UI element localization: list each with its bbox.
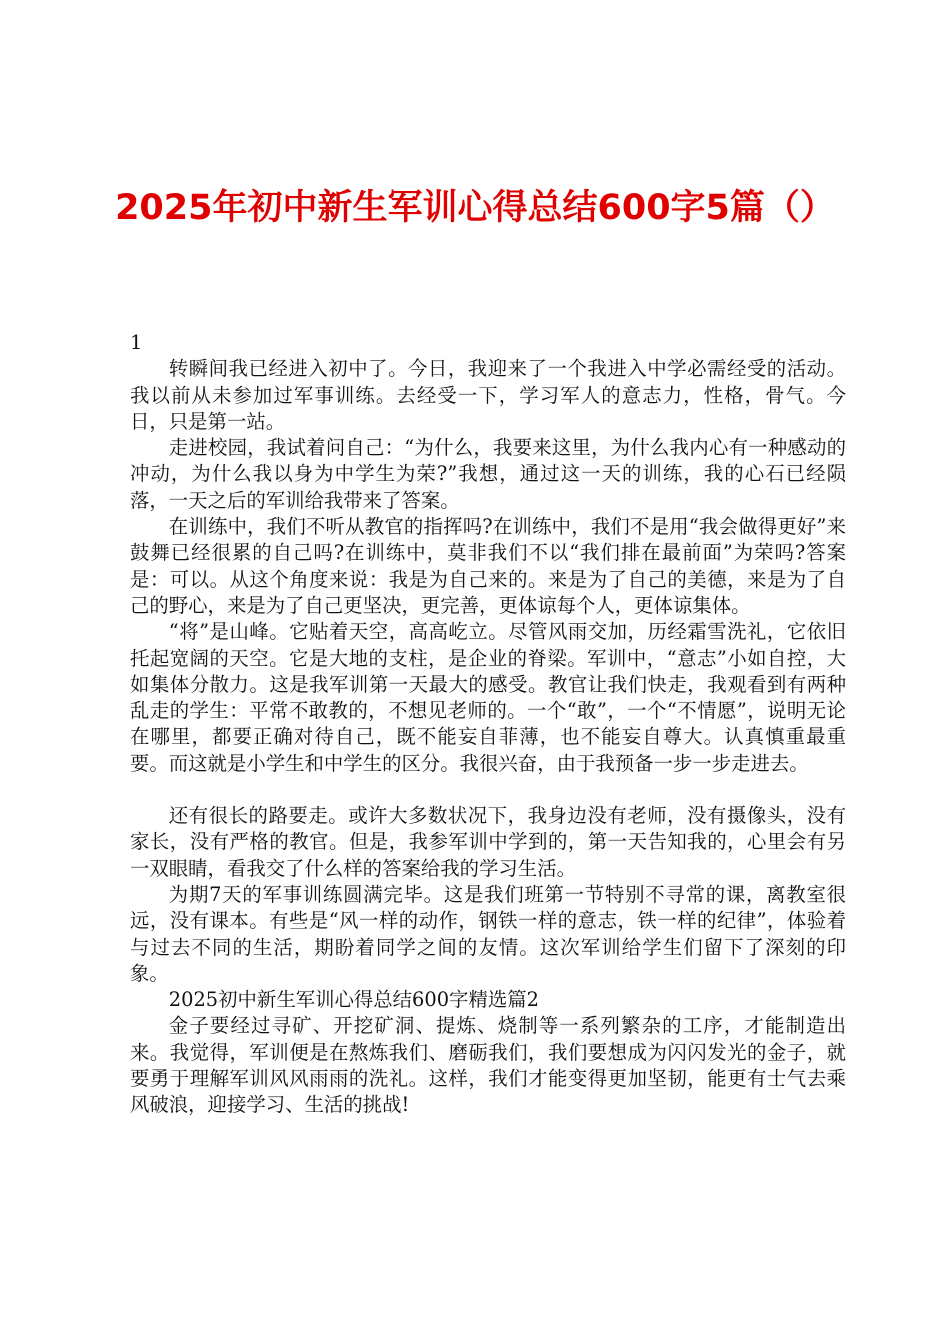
section-number: 1	[130, 331, 143, 354]
paragraph: 在训练中，我们不听从教官的指挥吗?在训练中，我们不是用“我会做得更好”来鼓舞已经很累的自己吗?在训练中，莫非我们不以“我们排在最前面”为荣吗?答案是：可以。从这个角度来说：我是为自己来的。来是为了自己的美德，来是为了自己的野心，来是为了自己更坚决，更完善，更体谅每个人，更体谅集体。	[130, 515, 846, 617]
sub-heading: 2025初中新生军训心得总结600字精选篇2	[168, 988, 539, 1012]
paragraph: 金子要经过寻矿、开挖矿洞、提炼、烧制等一系列繁杂的工序，才能制造出来。我觉得，军训便是在熬炼我们、磨砺我们，我们要想成为闪闪发光的金子，就要勇于理解军训风风雨雨的洗礼。这样，我们才能变得更加坚韧，能更有士气去乘风破浪，迎接学习、生活的挑战!	[130, 1014, 846, 1117]
paragraph: 转瞬间我已经进入初中了。今日，我迎来了一个我进入中学必需经受的活动。我以前从未参加过军事训练。去经受一下，学习军人的意志力，性格，骨气。今日，只是第一站。	[130, 357, 846, 433]
paragraph: “将”是山峰。它贴着天空，高高屹立。尽管风雨交加，历经霜雪洗礼，它依旧托起宽阔的天空。它是大地的支柱，是企业的脊梁。军训中，“意志”小如自控，大如集体分散力。这是我军训第一天最大的感受。教官让我们快走，我观看到有两种乱走的学生：平常不敢教的，不想见老师的。一个“敢”，一个“不情愿”，说明无论在哪里，都要正确对待自己，既不能妄自菲薄，也不能妄自尊大。认真慎重最重要。而这就是小学生和中学生的区分。我很兴奋，由于我预备一步一步走进去。	[130, 620, 846, 775]
paragraph: 还有很长的路要走。或许大多数状况下，我身边没有老师，没有摄像头，没有家长，没有严格的教官。但是，我参军训中学到的，第一天告知我的，心里会有另一双眼睛，看我交了什么样的答案给我的学习生活。	[130, 804, 846, 880]
paragraph: 为期7天的军事训练圆满完毕。这是我们班第一节特别不寻常的课，离教室很远，没有课本。有些是“风一样的动作，钢铁一样的意志，铁一样的纪律”，体验着与过去不同的生活，期盼着同学之间的友情。这次军训给学生们留下了深刻的印象。	[130, 882, 846, 985]
document-body	[130, 330, 846, 1119]
document-title: 2025年初中新生军训心得总结600字5篇（）	[115, 188, 835, 228]
paragraph: 走进校园，我试着问自己：“为什么，我要来这里，为什么我内心有一种感动的冲动，为什么我以身为中学生为荣?”我想，通过这一天的训练，我的心石已经陨落，一天之后的军训给我带来了答案。	[130, 436, 846, 512]
